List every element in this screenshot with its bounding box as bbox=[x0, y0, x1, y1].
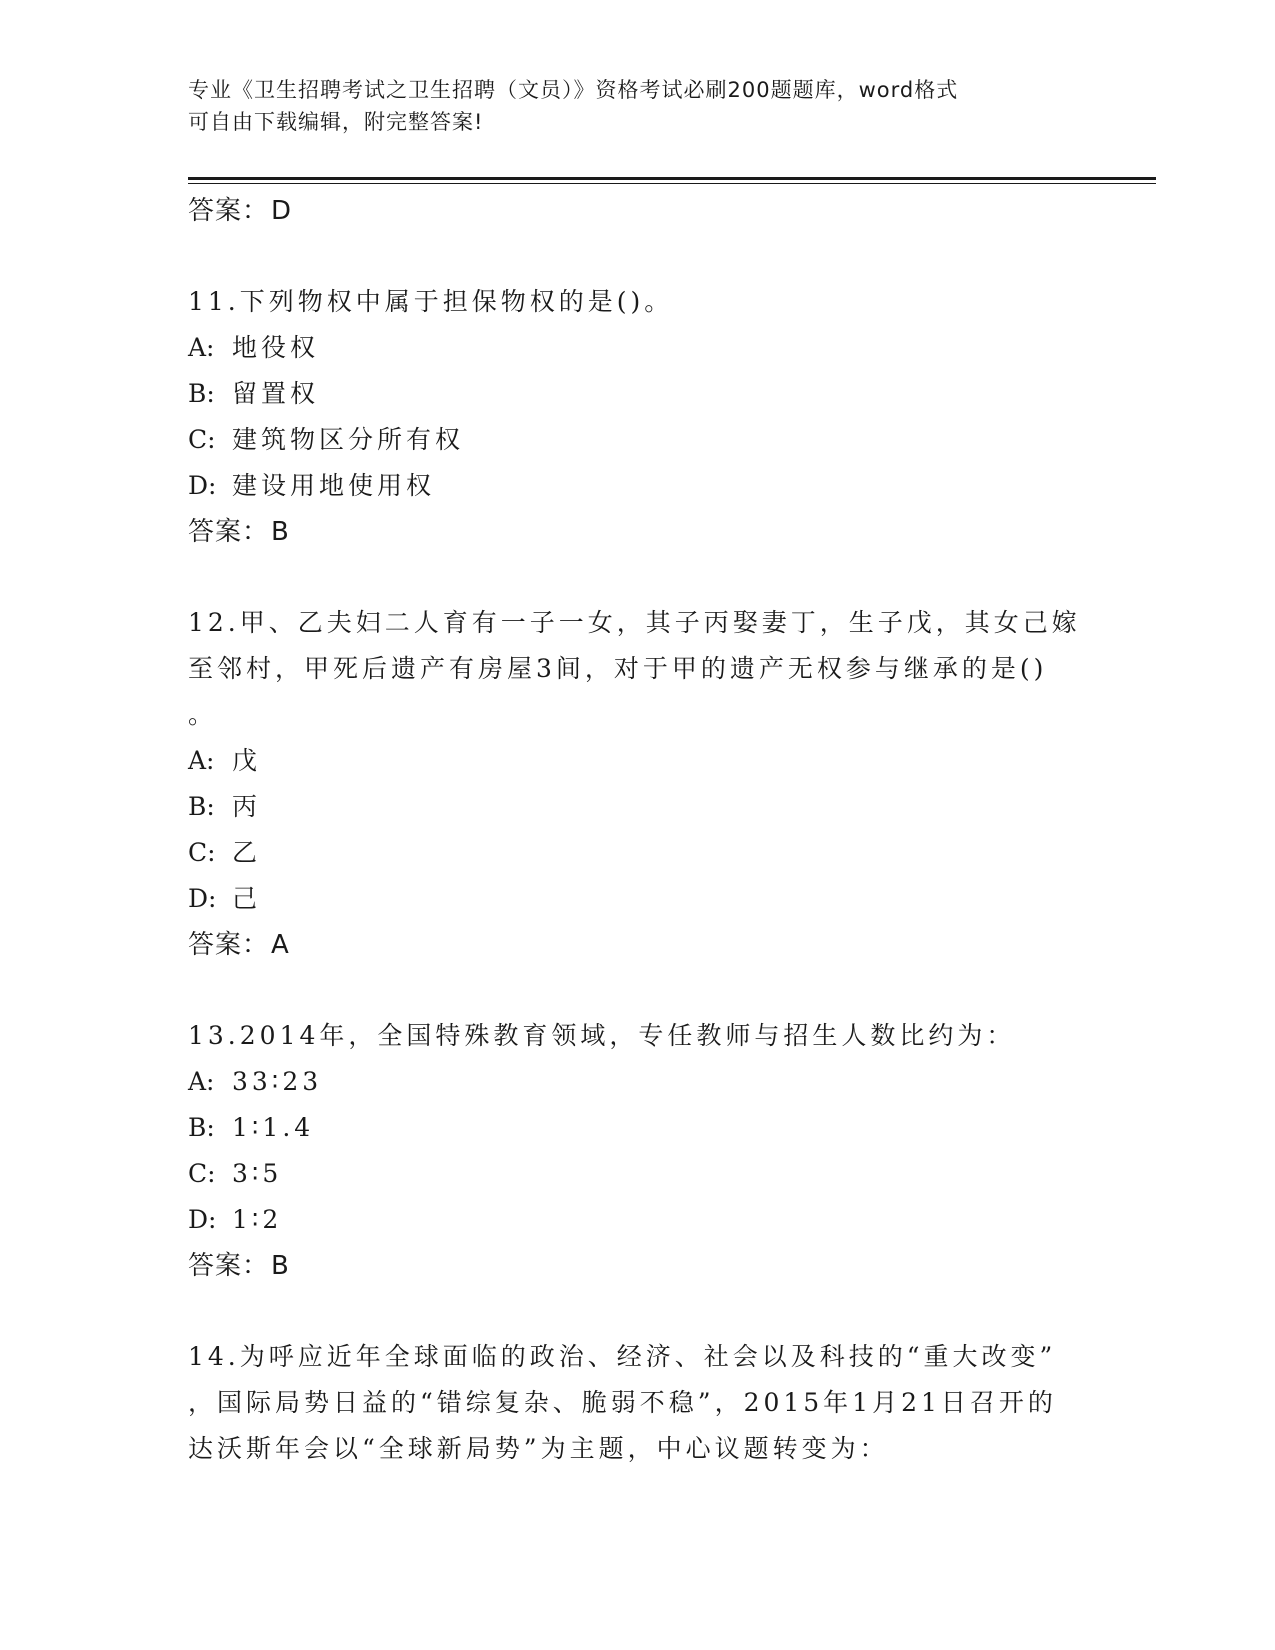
option-d bbox=[188, 876, 1088, 922]
answer-value: B bbox=[271, 517, 290, 547]
option-text: 地役权 bbox=[232, 333, 320, 362]
answer-value: A bbox=[271, 930, 290, 960]
option-key: D: bbox=[188, 471, 217, 500]
document-header bbox=[188, 74, 1088, 138]
option-a bbox=[188, 325, 1088, 371]
question-line: 达沃斯年会以“全球新局势”为主题，中心议题转变为： bbox=[188, 1434, 889, 1463]
option-text: 33∶23 bbox=[232, 1067, 323, 1096]
option-key: B: bbox=[188, 1113, 215, 1142]
answer-line bbox=[188, 922, 1088, 968]
question-content bbox=[188, 188, 1088, 1472]
spacer bbox=[188, 1289, 1088, 1334]
option-b bbox=[188, 1105, 1088, 1151]
answer-value: B bbox=[271, 1251, 290, 1281]
header-line-2: 可自由下载编辑，附完整答案! bbox=[188, 110, 484, 134]
option-text: 3∶5 bbox=[232, 1159, 283, 1188]
option-key: A: bbox=[188, 746, 215, 775]
option-text: 留置权 bbox=[232, 379, 320, 408]
option-key: C: bbox=[188, 1159, 216, 1188]
question-line: 。 bbox=[188, 700, 218, 729]
spacer bbox=[188, 555, 1088, 600]
option-text: 戊 bbox=[232, 746, 262, 775]
option-b bbox=[188, 371, 1088, 417]
option-c bbox=[188, 830, 1088, 876]
header-rule-thick bbox=[188, 177, 1156, 180]
option-text: 建筑物区分所有权 bbox=[232, 425, 465, 454]
answer-line bbox=[188, 1243, 1088, 1289]
spacer bbox=[188, 968, 1088, 1013]
header-rule-thin bbox=[188, 183, 1156, 184]
header-line-1: 专业《卫生招聘考试之卫生招聘（文员）》资格考试必刷200题题库，word格式 bbox=[188, 78, 959, 102]
option-key: C: bbox=[188, 838, 216, 867]
spacer bbox=[188, 234, 1088, 279]
option-text: 1∶1.4 bbox=[232, 1113, 315, 1142]
answer-value: D bbox=[271, 196, 293, 226]
option-text: 建设用地使用权 bbox=[232, 471, 436, 500]
option-text: 己 bbox=[232, 884, 262, 913]
option-d bbox=[188, 463, 1088, 509]
option-b bbox=[188, 784, 1088, 830]
option-key: D: bbox=[188, 1205, 217, 1234]
answer-line bbox=[188, 509, 1088, 555]
option-d bbox=[188, 1197, 1088, 1243]
option-text: 乙 bbox=[232, 838, 262, 867]
question-stem bbox=[188, 600, 1088, 738]
question-line: 12.甲、乙夫妇二人育有一子一女，其子丙娶妻丁，生子戊，其女己嫁 bbox=[188, 608, 1081, 637]
option-c bbox=[188, 1151, 1088, 1197]
question-line: ，国际局势日益的“错综复杂、脆弱不稳”，2015年1月21日召开的 bbox=[188, 1388, 1057, 1417]
option-a bbox=[188, 1059, 1088, 1105]
option-key: B: bbox=[188, 379, 215, 408]
answer-line bbox=[188, 188, 1088, 234]
question-line: 至邻村，甲死后遗产有房屋3间，对于甲的遗产无权参与继承的是() bbox=[188, 654, 1048, 683]
question-stem bbox=[188, 1334, 1088, 1472]
option-key: A: bbox=[188, 1067, 215, 1096]
option-key: D: bbox=[188, 884, 217, 913]
question-stem bbox=[188, 279, 1088, 325]
answer-label: 答案： bbox=[188, 196, 270, 226]
option-key: C: bbox=[188, 425, 216, 454]
option-a bbox=[188, 738, 1088, 784]
answer-label: 答案： bbox=[188, 930, 270, 960]
option-key: A: bbox=[188, 333, 215, 362]
answer-label: 答案： bbox=[188, 1251, 270, 1281]
option-key: B: bbox=[188, 792, 215, 821]
question-line: 13.2014年，全国特殊教育领域，专任教师与招生人数比约为： bbox=[188, 1021, 1016, 1050]
question-stem bbox=[188, 1013, 1088, 1059]
question-line: 11.下列物权中属于担保物权的是()。 bbox=[188, 287, 674, 316]
option-c bbox=[188, 417, 1088, 463]
question-line: 14.为呼应近年全球面临的政治、经济、社会以及科技的“重大改变” bbox=[188, 1342, 1057, 1371]
option-text: 1∶2 bbox=[232, 1205, 283, 1234]
option-text: 丙 bbox=[232, 792, 262, 821]
answer-label: 答案： bbox=[188, 517, 270, 547]
